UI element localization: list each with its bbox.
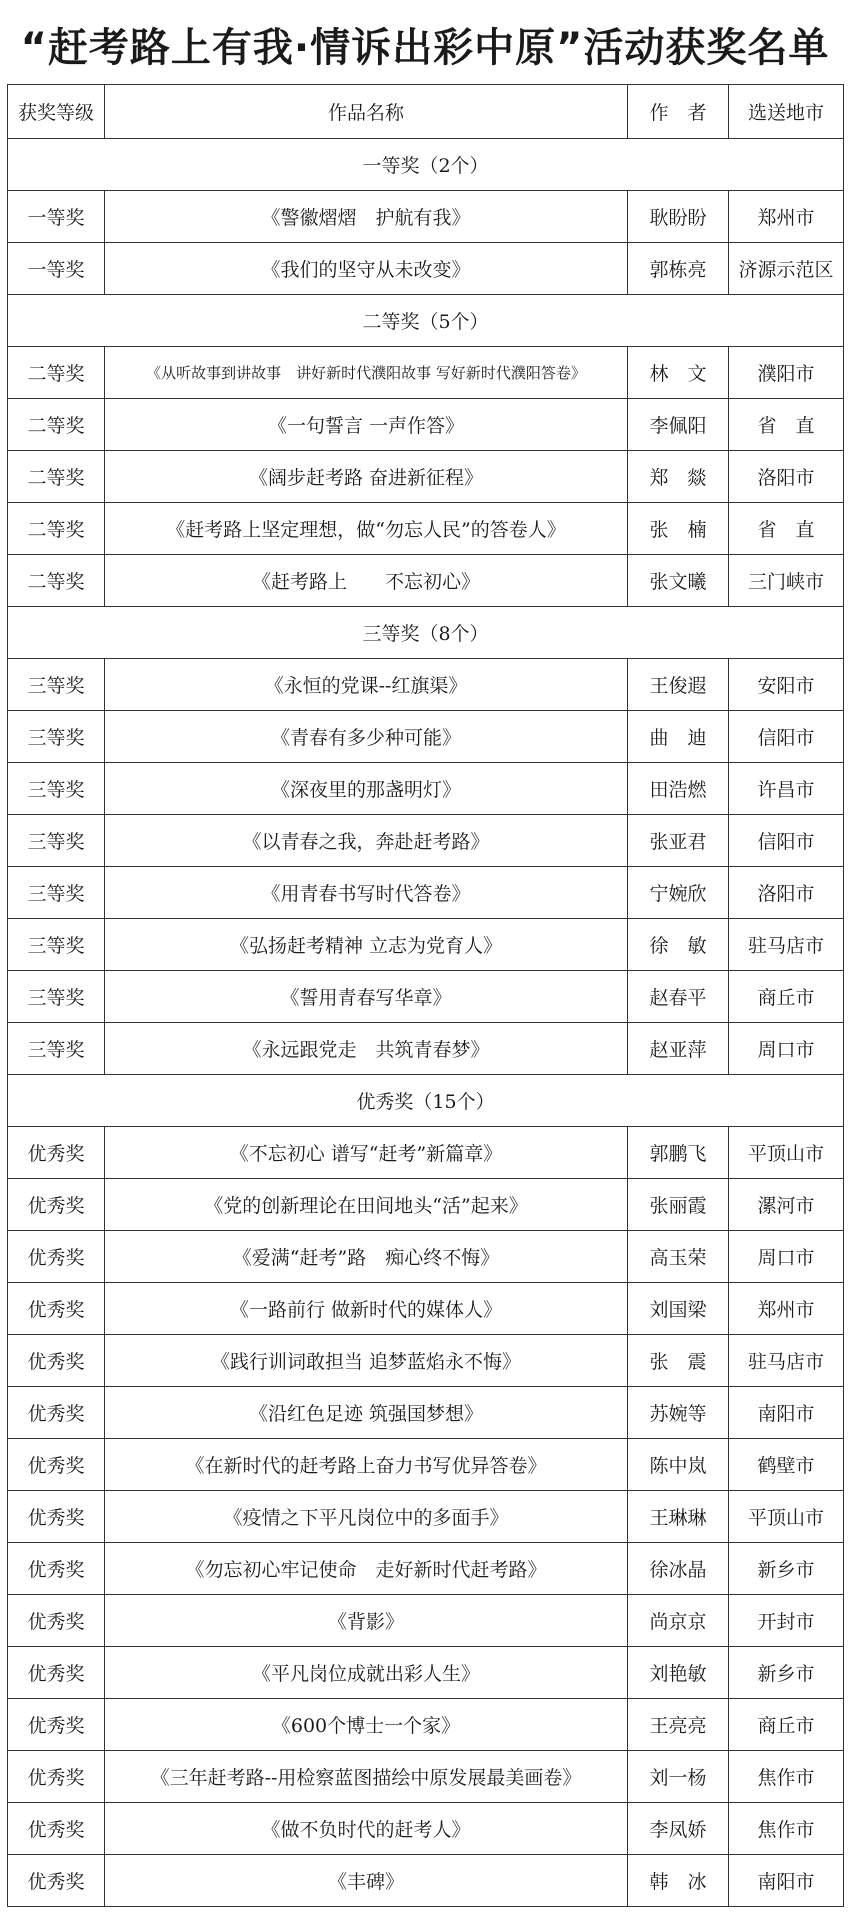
author-cell: 张文曦 [628, 555, 729, 607]
table-row [8, 555, 844, 607]
author-cell: 李凤娇 [628, 1803, 729, 1855]
award-level-cell: 优秀奖 [8, 1595, 105, 1647]
city-cell: 商丘市 [729, 1699, 844, 1751]
section-row [8, 139, 844, 191]
author-cell: 苏婉等 [628, 1387, 729, 1439]
award-level-cell: 三等奖 [8, 919, 105, 971]
author-cell: 宁婉欣 [628, 867, 729, 919]
city-cell: 郑州市 [729, 191, 844, 243]
city-cell: 省 直 [729, 399, 844, 451]
work-title-cell: 《疫情之下平凡岗位中的多面手》 [105, 1491, 628, 1543]
work-title-cell: 《从听故事到讲故事 讲好新时代濮阳故事 写好新时代濮阳答卷》 [105, 347, 628, 399]
work-title-cell: 《沿红色足迹 筑强国梦想》 [105, 1387, 628, 1439]
work-title-cell: 《以青春之我，奔赴赶考路》 [105, 815, 628, 867]
city-cell: 周口市 [729, 1231, 844, 1283]
author-cell: 刘国梁 [628, 1283, 729, 1335]
city-cell: 焦作市 [729, 1803, 844, 1855]
award-level-cell: 优秀奖 [8, 1699, 105, 1751]
work-title-cell: 《警徽熠熠 护航有我》 [105, 191, 628, 243]
award-level-cell: 二等奖 [8, 451, 105, 503]
table-row [8, 451, 844, 503]
section-heading: 二等奖（5个） [8, 295, 844, 347]
table-row [8, 1335, 844, 1387]
work-title-cell: 《永恒的党课--红旗渠》 [105, 659, 628, 711]
section-row [8, 1075, 844, 1127]
table-row [8, 1491, 844, 1543]
award-level-cell: 三等奖 [8, 763, 105, 815]
work-title-cell: 《背影》 [105, 1595, 628, 1647]
table-row [8, 659, 844, 711]
award-level-cell: 三等奖 [8, 867, 105, 919]
author-cell: 王琳琳 [628, 1491, 729, 1543]
city-cell: 洛阳市 [729, 451, 844, 503]
table-row [8, 711, 844, 763]
table-row [8, 919, 844, 971]
work-title-cell: 《誓用青春写华章》 [105, 971, 628, 1023]
city-cell: 信阳市 [729, 711, 844, 763]
author-cell: 刘艳敏 [628, 1647, 729, 1699]
section-row [8, 607, 844, 659]
city-cell: 鹤壁市 [729, 1439, 844, 1491]
award-level-cell: 三等奖 [8, 659, 105, 711]
work-title-cell: 《勿忘初心牢记使命 走好新时代赶考路》 [105, 1543, 628, 1595]
award-level-cell: 优秀奖 [8, 1491, 105, 1543]
table-row [8, 1439, 844, 1491]
work-title-cell: 《我们的坚守从未改变》 [105, 243, 628, 295]
city-cell: 许昌市 [729, 763, 844, 815]
work-title-cell: 《丰碑》 [105, 1855, 628, 1907]
table-row [8, 191, 844, 243]
award-level-cell: 优秀奖 [8, 1387, 105, 1439]
city-cell: 南阳市 [729, 1387, 844, 1439]
award-level-cell: 优秀奖 [8, 1179, 105, 1231]
work-title-cell: 《做不负时代的赶考人》 [105, 1803, 628, 1855]
work-title-cell: 《青春有多少种可能》 [105, 711, 628, 763]
work-title-cell: 《不忘初心 谱写“赶考”新篇章》 [105, 1127, 628, 1179]
section-heading: 三等奖（8个） [8, 607, 844, 659]
city-cell: 洛阳市 [729, 867, 844, 919]
author-cell: 徐 敏 [628, 919, 729, 971]
award-level-cell: 优秀奖 [8, 1855, 105, 1907]
work-title-cell: 《用青春书写时代答卷》 [105, 867, 628, 919]
author-cell: 郭栋亮 [628, 243, 729, 295]
award-level-cell: 优秀奖 [8, 1647, 105, 1699]
award-level-cell: 三等奖 [8, 971, 105, 1023]
author-cell: 韩 冰 [628, 1855, 729, 1907]
work-title-cell: 《在新时代的赶考路上奋力书写优异答卷》 [105, 1439, 628, 1491]
awards-table-body [8, 85, 844, 1907]
table-row [8, 1699, 844, 1751]
award-level-cell: 三等奖 [8, 815, 105, 867]
table-row [8, 971, 844, 1023]
work-title-cell: 《弘扬赶考精神 立志为党育人》 [105, 919, 628, 971]
author-cell: 耿盼盼 [628, 191, 729, 243]
city-cell: 安阳市 [729, 659, 844, 711]
award-level-cell: 三等奖 [8, 1023, 105, 1075]
city-cell: 南阳市 [729, 1855, 844, 1907]
awards-table [7, 84, 844, 1907]
section-row [8, 295, 844, 347]
author-cell: 徐冰晶 [628, 1543, 729, 1595]
table-row [8, 243, 844, 295]
work-title-cell: 《爱满“赶考”路 痴心终不悔》 [105, 1231, 628, 1283]
table-row [8, 867, 844, 919]
table-row [8, 1647, 844, 1699]
city-cell: 平顶山市 [729, 1127, 844, 1179]
author-cell: 张亚君 [628, 815, 729, 867]
city-cell: 平顶山市 [729, 1491, 844, 1543]
award-level-cell: 优秀奖 [8, 1439, 105, 1491]
header-work-title: 作品名称 [105, 85, 628, 139]
table-row [8, 503, 844, 555]
award-level-cell: 二等奖 [8, 503, 105, 555]
award-level-cell: 优秀奖 [8, 1283, 105, 1335]
work-title-cell: 《赶考路上坚定理想，做“勿忘人民”的答卷人》 [105, 503, 628, 555]
table-row [8, 1231, 844, 1283]
author-cell: 刘一杨 [628, 1751, 729, 1803]
author-cell: 赵春平 [628, 971, 729, 1023]
table-row [8, 1855, 844, 1907]
city-cell: 信阳市 [729, 815, 844, 867]
award-level-cell: 一等奖 [8, 191, 105, 243]
city-cell: 开封市 [729, 1595, 844, 1647]
city-cell: 周口市 [729, 1023, 844, 1075]
header-award-level: 获奖等级 [8, 85, 105, 139]
author-cell: 尚京京 [628, 1595, 729, 1647]
table-row [8, 1179, 844, 1231]
work-title-cell: 《阔步赶考路 奋进新征程》 [105, 451, 628, 503]
city-cell: 商丘市 [729, 971, 844, 1023]
work-title-cell: 《深夜里的那盏明灯》 [105, 763, 628, 815]
header-city: 选送地市 [729, 85, 844, 139]
work-title-cell: 《三年赶考路--用检察蓝图描绘中原发展最美画卷》 [105, 1751, 628, 1803]
author-cell: 林 文 [628, 347, 729, 399]
work-title-cell: 《一句誓言 一声作答》 [105, 399, 628, 451]
author-cell: 张丽霞 [628, 1179, 729, 1231]
table-row [8, 399, 844, 451]
table-row [8, 1595, 844, 1647]
award-level-cell: 优秀奖 [8, 1543, 105, 1595]
header-author: 作 者 [628, 85, 729, 139]
work-title-cell: 《一路前行 做新时代的媒体人》 [105, 1283, 628, 1335]
author-cell: 王俊遐 [628, 659, 729, 711]
city-cell: 焦作市 [729, 1751, 844, 1803]
section-heading: 一等奖（2个） [8, 139, 844, 191]
table-row [8, 815, 844, 867]
section-heading: 优秀奖（15个） [8, 1075, 844, 1127]
author-cell: 郑 燚 [628, 451, 729, 503]
award-level-cell: 二等奖 [8, 399, 105, 451]
city-cell: 濮阳市 [729, 347, 844, 399]
author-cell: 陈中岚 [628, 1439, 729, 1491]
work-title-cell: 《永远跟党走 共筑青春梦》 [105, 1023, 628, 1075]
author-cell: 赵亚萍 [628, 1023, 729, 1075]
work-title-cell: 《党的创新理论在田间地头“活”起来》 [105, 1179, 628, 1231]
work-title-cell: 《600个博士一个家》 [105, 1699, 628, 1751]
author-cell: 郭鹏飞 [628, 1127, 729, 1179]
author-cell: 田浩燃 [628, 763, 729, 815]
author-cell: 张 楠 [628, 503, 729, 555]
award-level-cell: 优秀奖 [8, 1335, 105, 1387]
award-level-cell: 二等奖 [8, 555, 105, 607]
table-row [8, 1387, 844, 1439]
table-row [8, 1803, 844, 1855]
table-row [8, 1283, 844, 1335]
city-cell: 三门峡市 [729, 555, 844, 607]
table-row [8, 1751, 844, 1803]
award-level-cell: 二等奖 [8, 347, 105, 399]
award-level-cell: 优秀奖 [8, 1127, 105, 1179]
award-level-cell: 三等奖 [8, 711, 105, 763]
table-row [8, 1023, 844, 1075]
work-title-cell: 《赶考路上 不忘初心》 [105, 555, 628, 607]
city-cell: 漯河市 [729, 1179, 844, 1231]
table-row [8, 763, 844, 815]
page-title: “赶考路上有我·情诉出彩中原”活动获奖名单 [20, 24, 830, 71]
author-cell: 李佩阳 [628, 399, 729, 451]
table-row [8, 1543, 844, 1595]
award-level-cell: 优秀奖 [8, 1803, 105, 1855]
city-cell: 省 直 [729, 503, 844, 555]
work-title-cell: 《践行训词敢担当 追梦蓝焰永不悔》 [105, 1335, 628, 1387]
city-cell: 驻马店市 [729, 1335, 844, 1387]
table-row [8, 1127, 844, 1179]
award-level-cell: 一等奖 [8, 243, 105, 295]
table-header-row [8, 85, 844, 139]
work-title-cell: 《平凡岗位成就出彩人生》 [105, 1647, 628, 1699]
city-cell: 济源示范区 [729, 243, 844, 295]
author-cell: 高玉荣 [628, 1231, 729, 1283]
city-cell: 新乡市 [729, 1647, 844, 1699]
author-cell: 张 震 [628, 1335, 729, 1387]
city-cell: 驻马店市 [729, 919, 844, 971]
author-cell: 王亮亮 [628, 1699, 729, 1751]
table-row [8, 347, 844, 399]
author-cell: 曲 迪 [628, 711, 729, 763]
city-cell: 郑州市 [729, 1283, 844, 1335]
city-cell: 新乡市 [729, 1543, 844, 1595]
award-level-cell: 优秀奖 [8, 1751, 105, 1803]
award-level-cell: 优秀奖 [8, 1231, 105, 1283]
